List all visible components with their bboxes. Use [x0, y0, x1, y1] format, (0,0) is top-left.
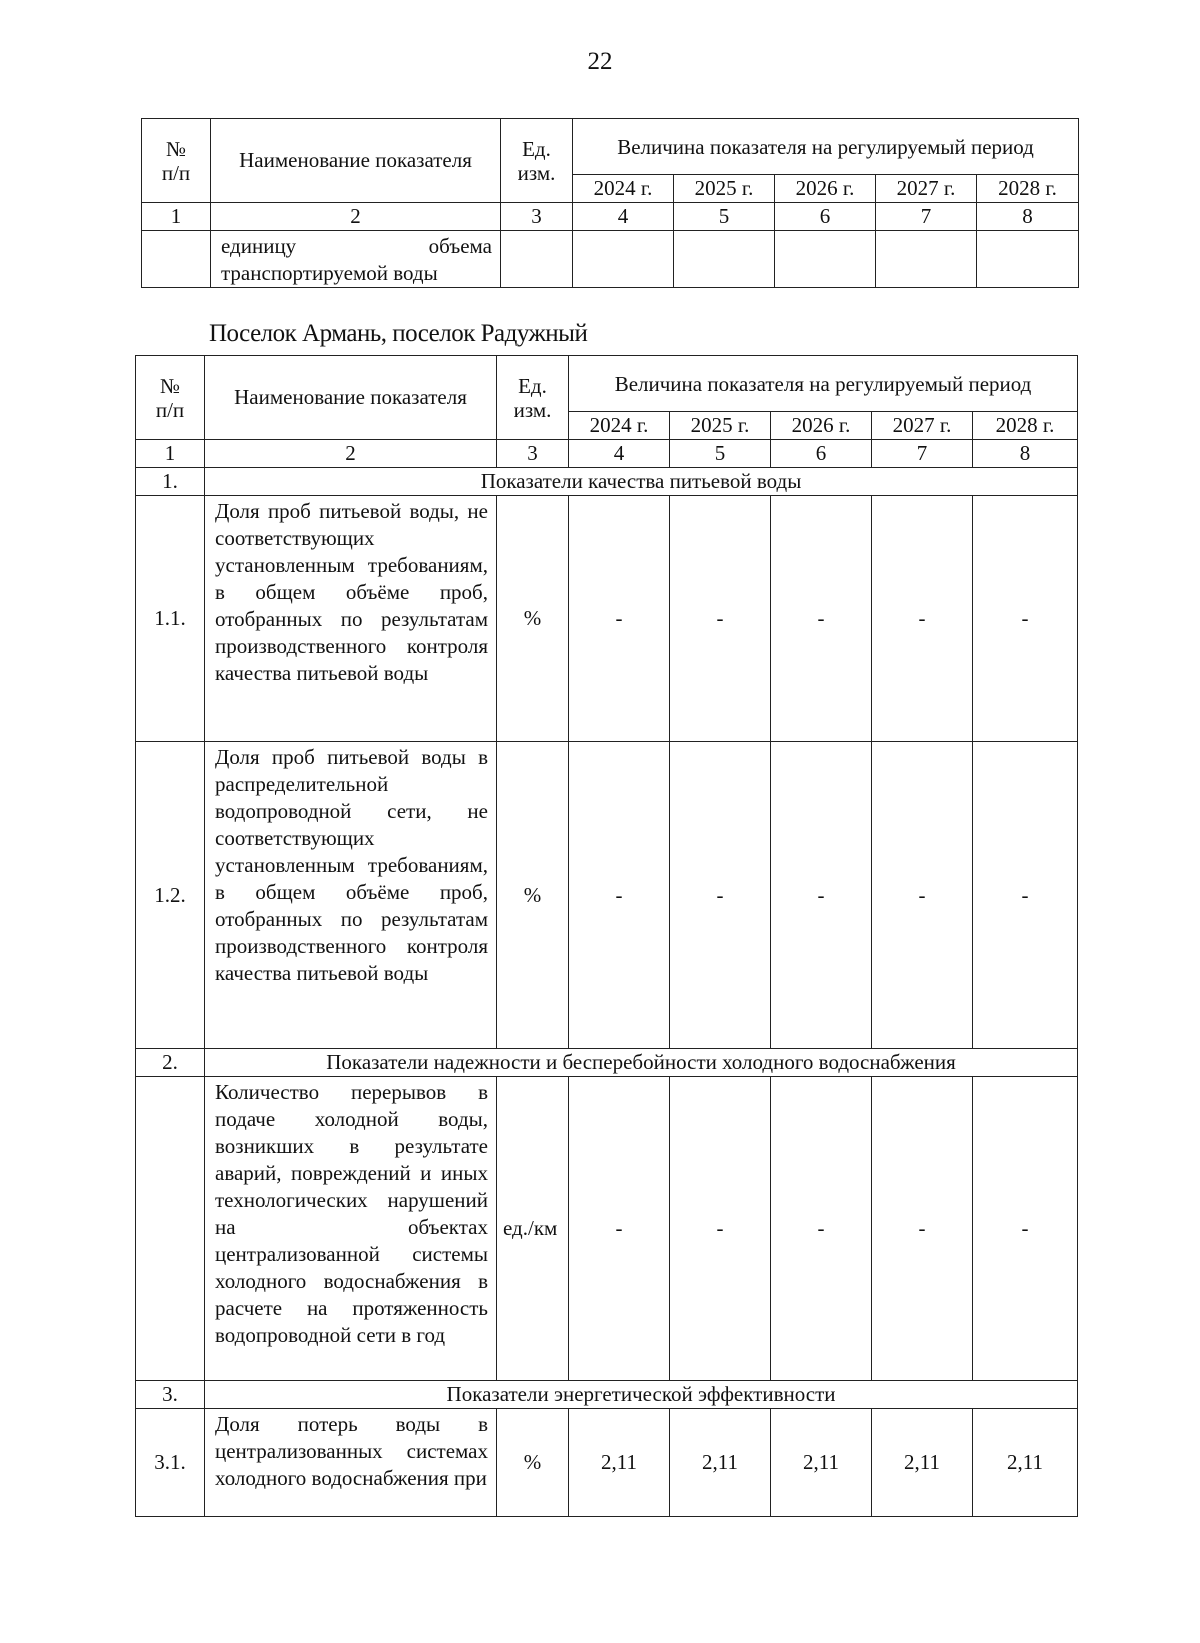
- row-name: Доля проб питьевой воды, не соответствующих установленным требованиям, в общем объёме проб, отобранных по результатам производственного контроля качества питьевой воды: [205, 496, 497, 742]
- section-num: 2.: [136, 1049, 205, 1077]
- section-row: [136, 1381, 1078, 1409]
- section-num: 3.: [136, 1381, 205, 1409]
- header-year: 2025 г.: [674, 175, 775, 203]
- row-value: -: [771, 742, 872, 1049]
- row-value: [573, 231, 674, 288]
- header-num: № п/п: [136, 356, 205, 440]
- row-value: [876, 231, 977, 288]
- index-cell: 2: [205, 440, 497, 468]
- row-value: 2,11: [569, 1409, 670, 1517]
- section-num: 1.: [136, 468, 205, 496]
- indicators-table: [135, 355, 1078, 1517]
- row-value: [977, 231, 1079, 288]
- row-unit: %: [497, 1409, 569, 1517]
- table-row: [142, 231, 1079, 288]
- header-period: Величина показателя на регулируемый период: [569, 356, 1078, 412]
- row-value: -: [872, 496, 973, 742]
- index-cell: 1: [142, 203, 211, 231]
- row-name: [211, 231, 501, 288]
- row-value: -: [973, 496, 1078, 742]
- header-year: 2028 г.: [973, 412, 1078, 440]
- header-year: 2025 г.: [670, 412, 771, 440]
- row-num: [142, 231, 211, 288]
- row-value: 2,11: [973, 1409, 1078, 1517]
- table-row: [136, 1409, 1078, 1517]
- row-unit: [501, 231, 573, 288]
- header-unit: Ед. изм.: [501, 119, 573, 203]
- header-name: Наименование показателя: [211, 119, 501, 203]
- row-value: -: [872, 1077, 973, 1381]
- header-year: 2028 г.: [977, 175, 1079, 203]
- header-year: 2026 г.: [771, 412, 872, 440]
- index-cell: 6: [771, 440, 872, 468]
- row-num: [136, 1077, 205, 1381]
- index-cell: 8: [973, 440, 1078, 468]
- row-value: 2,11: [872, 1409, 973, 1517]
- section-title: Показатели энергетической эффективности: [205, 1381, 1078, 1409]
- row-value: [674, 231, 775, 288]
- index-cell: 4: [573, 203, 674, 231]
- header-period: Величина показателя на регулируемый период: [573, 119, 1079, 175]
- header-unit: Ед. изм.: [497, 356, 569, 440]
- index-cell: 6: [775, 203, 876, 231]
- row-name: Доля потерь воды в централизованных системах холодного водоснабжения при: [205, 1409, 497, 1517]
- index-cell: 3: [497, 440, 569, 468]
- row-value: -: [569, 496, 670, 742]
- index-cell: 5: [674, 203, 775, 231]
- table-row: [136, 1077, 1078, 1381]
- header-name: Наименование показателя: [205, 356, 497, 440]
- section-row: [136, 468, 1078, 496]
- row-value: -: [872, 742, 973, 1049]
- row-value: -: [973, 742, 1078, 1049]
- row-value: -: [973, 1077, 1078, 1381]
- locality-title: Поселок Армань, поселок Радужный: [209, 320, 588, 347]
- row-name-line: транспортируемой воды: [221, 261, 438, 285]
- header-year: 2027 г.: [872, 412, 973, 440]
- index-cell: 1: [136, 440, 205, 468]
- row-value: -: [771, 1077, 872, 1381]
- index-cell: 8: [977, 203, 1079, 231]
- index-cell: 2: [211, 203, 501, 231]
- section-title: Показатели надежности и бесперебойности холодного водоснабжения: [205, 1049, 1078, 1077]
- row-value: -: [670, 742, 771, 1049]
- indicators-table-continued: [141, 118, 1079, 288]
- row-value: -: [569, 1077, 670, 1381]
- header-num: № п/п: [142, 119, 211, 203]
- row-unit: ед./км: [497, 1077, 569, 1381]
- section-row: [136, 1049, 1078, 1077]
- row-value: -: [771, 496, 872, 742]
- row-value: -: [670, 496, 771, 742]
- row-value: -: [670, 1077, 771, 1381]
- row-name-line: единицу объема: [221, 234, 492, 258]
- header-year: 2027 г.: [876, 175, 977, 203]
- header-year: 2024 г.: [569, 412, 670, 440]
- index-cell: 4: [569, 440, 670, 468]
- index-cell: 5: [670, 440, 771, 468]
- header-year: 2024 г.: [573, 175, 674, 203]
- row-name: Доля проб питьевой воды в распределительной водопроводной сети, не соответствующих установленным требованиям, в общем объёме проб, отобранных по результатам производственного контроля качества питьевой воды: [205, 742, 497, 1049]
- row-value: [775, 231, 876, 288]
- index-cell: 7: [876, 203, 977, 231]
- section-title: Показатели качества питьевой воды: [205, 468, 1078, 496]
- table-row: [136, 742, 1078, 1049]
- page-number: 22: [587, 48, 613, 75]
- row-unit: %: [497, 742, 569, 1049]
- row-name: Количество перерывов в подаче холодной воды, возникших в результате аварий, повреждений и иных технологических нарушений на объектах централизованной системы холодного водоснабжения в расчете на протяженность водопроводной сети в год: [205, 1077, 497, 1381]
- row-value: 2,11: [670, 1409, 771, 1517]
- row-num: 1.2.: [136, 742, 205, 1049]
- row-unit: %: [497, 496, 569, 742]
- index-cell: 3: [501, 203, 573, 231]
- header-year: 2026 г.: [775, 175, 876, 203]
- row-num: 3.1.: [136, 1409, 205, 1517]
- row-value: 2,11: [771, 1409, 872, 1517]
- row-num: 1.1.: [136, 496, 205, 742]
- index-cell: 7: [872, 440, 973, 468]
- table-row: [136, 496, 1078, 742]
- row-value: -: [569, 742, 670, 1049]
